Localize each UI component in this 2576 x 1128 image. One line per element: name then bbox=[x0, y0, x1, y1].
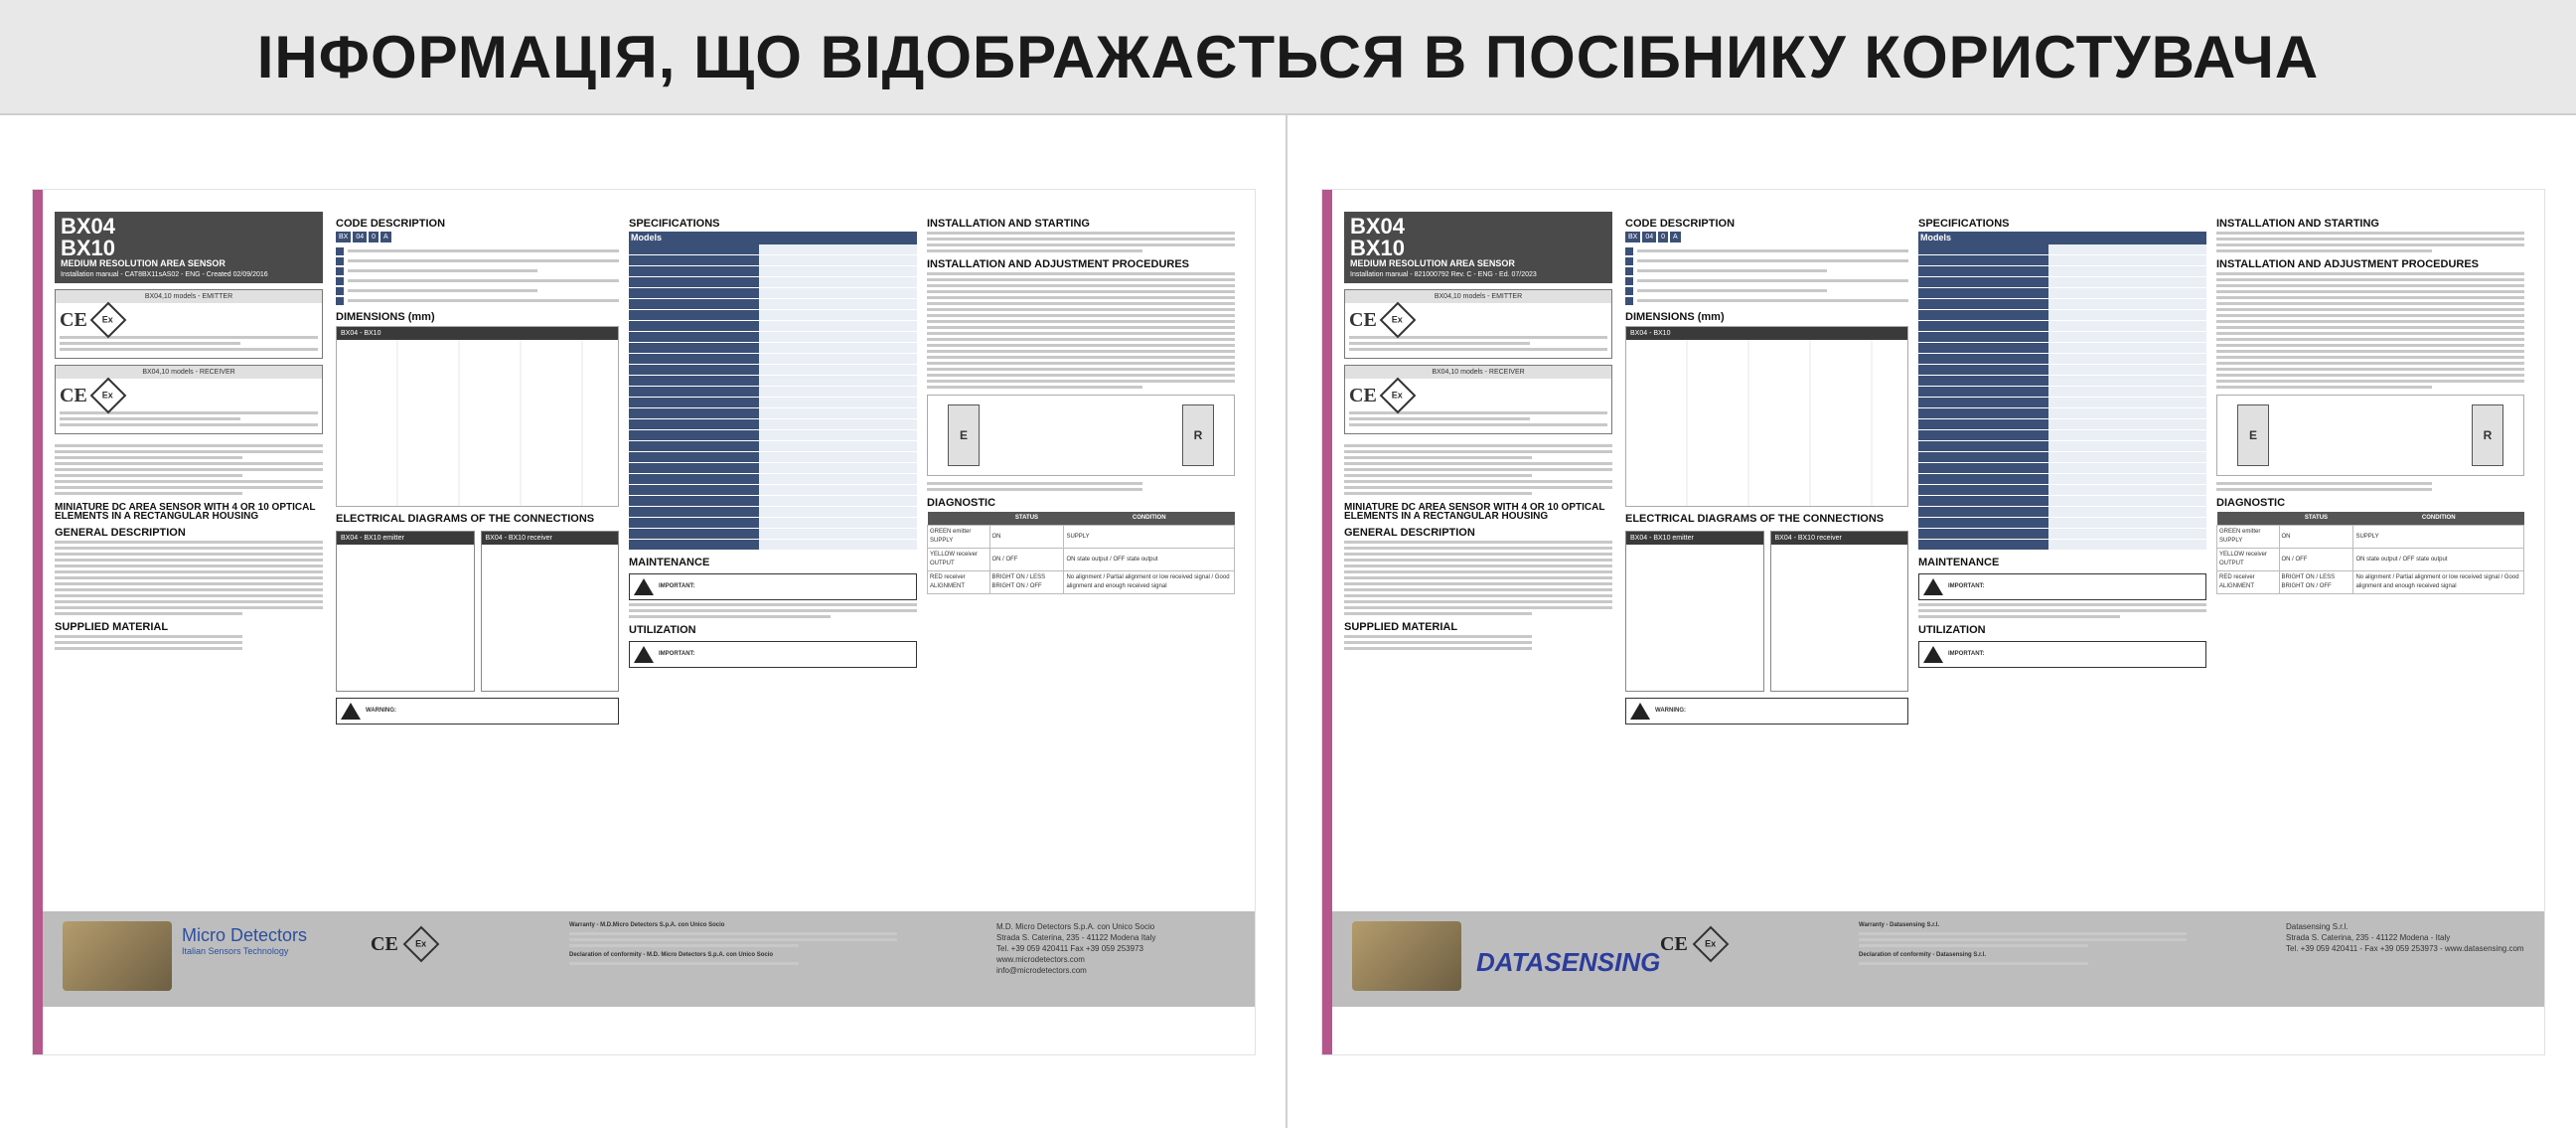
ce-mark-icon: CE bbox=[1349, 384, 1377, 406]
ce-mark-icon: CE bbox=[60, 308, 87, 331]
footer-legal: Warranty - M.D.Micro Detectors S.p.A. con Unico Socio Declaration of conformity - M.D. Micro Detectors S.p.A. con Unico Socio bbox=[569, 921, 897, 968]
warning-icon bbox=[1923, 578, 1943, 595]
column-install bbox=[2216, 212, 2524, 594]
general-heading: GENERAL DESCRIPTION bbox=[55, 527, 186, 539]
miniature-heading: MINIATURE DC AREA SENSOR WITH 4 OR 10 OPTICAL ELEMENTS IN A RECTANGULAR HOUSING bbox=[55, 502, 316, 522]
warning-icon bbox=[1630, 703, 1650, 720]
page-footer bbox=[43, 911, 1255, 1007]
manual-page-datasensing bbox=[1321, 189, 2545, 1055]
dimensions-heading: DIMENSIONS (mm) bbox=[1625, 311, 1725, 323]
installation-heading: INSTALLATION AND STARTING bbox=[2216, 218, 2379, 230]
diagnostic-table: STATUS CONDITION GREEN emitter SUPPLY ON SUPPLY YELLOW receiver OUTPUT ON / OFF ON state output / OFF state output RED receiver ALIGNMENT BRIGHT ON / LESS BRIGHT ON / OFF No alignment / Partial alignment or low received signal / Good alignment and enough received signal bbox=[927, 512, 1235, 594]
emitter-label: BX04,10 models - EMITTER bbox=[56, 290, 322, 303]
title-block bbox=[55, 212, 323, 283]
supplied-heading: SUPPLIED MATERIAL bbox=[55, 621, 169, 633]
footer-address: Datasensing S.r.l. Strada S. Caterina, 235 - 41122 Modena - Italy Tel. +39 059 420411 - Fax +39 059 253973 - www.datasensing.com bbox=[2286, 922, 2524, 953]
footer-legal: Warranty - Datasensing S.r.l. Declaration of conformity - Datasensing S.r.l. bbox=[1859, 921, 2187, 968]
receiver-box bbox=[55, 365, 323, 434]
diagnostic-heading: DIAGNOSTIC bbox=[927, 497, 996, 509]
column-specs: SPECIFICATIONS Models MAINTENANCE IMPORTANT: UTILIZATION IMPORTANT: bbox=[1918, 212, 2206, 668]
installation-heading: INSTALLATION AND STARTING bbox=[927, 218, 1090, 230]
micro-detectors-logo: Micro Detectors Italian Sensors Technology bbox=[182, 925, 308, 956]
diagnostic-table: STATUS CONDITION GREEN emitter SUPPLY ON SUPPLY YELLOW receiver OUTPUT ON / OFF ON state output / OFF state output RED receiver ALIGNMENT BRIGHT ON / LESS BRIGHT ON / OFF No alignment / Partial alignment or low received signal / Good alignment and enough received signal bbox=[2216, 512, 2524, 594]
spec-table: Models bbox=[1918, 232, 2206, 551]
subtitle: MEDIUM RESOLUTION AREA SENSOR bbox=[1350, 258, 1515, 268]
warning-box: WARNING: bbox=[1625, 698, 1908, 725]
ce-mark-icon: CE bbox=[371, 932, 398, 955]
wiring-emitter: BX04 - BX10 emitter bbox=[336, 531, 475, 692]
specifications-heading: SPECIFICATIONS bbox=[629, 218, 720, 230]
installation-ref: Installation manual - 821000792 Rev. C - ENG - Ed. 07/2023 bbox=[1350, 271, 1537, 278]
alignment-diagram: E R bbox=[927, 395, 1235, 476]
model-code: BX04 BX10 bbox=[1350, 214, 1406, 260]
miniature-heading: MINIATURE DC AREA SENSOR WITH 4 OR 10 OPTICAL ELEMENTS IN A RECTANGULAR HOUSING bbox=[1344, 502, 1605, 522]
maintenance-heading: MAINTENANCE bbox=[1918, 557, 2000, 568]
code-description-heading: CODE DESCRIPTION bbox=[336, 218, 446, 230]
title-banner bbox=[0, 0, 2576, 115]
ex-mark-icon: Ex bbox=[1379, 378, 1416, 414]
receiver-label: BX04,10 models - RECEIVER bbox=[56, 366, 322, 379]
title-block bbox=[1344, 212, 1612, 283]
ex-mark-icon: Ex bbox=[402, 926, 439, 963]
table-row: YELLOW receiver OUTPUT ON / OFF ON state output / OFF state output bbox=[928, 549, 1235, 571]
specifications-heading: SPECIFICATIONS bbox=[1918, 218, 2010, 230]
maintenance-heading: MAINTENANCE bbox=[629, 557, 710, 568]
warning-box: WARNING: bbox=[336, 698, 619, 725]
ex-mark-icon: Ex bbox=[89, 378, 126, 414]
table-row: GREEN emitter SUPPLY ON SUPPLY bbox=[2217, 526, 2524, 549]
emitter-box bbox=[55, 289, 323, 359]
manual-page-micro-detectors bbox=[32, 189, 1256, 1055]
emitter-label: BX04,10 models - EMITTER bbox=[1345, 290, 1611, 303]
wiring-receiver: BX04 - BX10 receiver bbox=[1770, 531, 1909, 692]
dimensions-drawing: BX04 - BX10 bbox=[1625, 326, 1908, 507]
code-description-heading: CODE DESCRIPTION bbox=[1625, 218, 1736, 230]
banner-title: ІНФОРМАЦІЯ, ЩО ВІДОБРАЖАЄТЬСЯ В ПОСІБНИКУ КОРИСТУВАЧА bbox=[256, 23, 2320, 90]
dimensions-drawing: BX04 - BX10 bbox=[336, 326, 619, 507]
ce-mark-icon: CE bbox=[1349, 308, 1377, 331]
adjustment-heading: INSTALLATION AND ADJUSTMENT PROCEDURES bbox=[2216, 258, 2479, 270]
wiring-emitter: BX04 - BX10 emitter bbox=[1625, 531, 1764, 692]
general-heading: GENERAL DESCRIPTION bbox=[1344, 527, 1475, 539]
spec-table: Models bbox=[629, 232, 917, 551]
warning-icon bbox=[634, 578, 654, 595]
model-code: BX04 BX10 bbox=[61, 214, 116, 260]
emitter-box bbox=[1344, 289, 1612, 359]
utilization-heading: UTILIZATION bbox=[629, 624, 696, 636]
ce-mark-icon: CE bbox=[60, 384, 87, 406]
adjustment-heading: INSTALLATION AND ADJUSTMENT PROCEDURES bbox=[927, 258, 1189, 270]
table-row: RED receiver ALIGNMENT BRIGHT ON / LESS BRIGHT ON / OFF No alignment / Partial alignment or low received signal / Good alignment and enough received signal bbox=[928, 571, 1235, 594]
ex-mark-icon: Ex bbox=[89, 302, 126, 339]
page-stripe bbox=[33, 190, 43, 1054]
ex-mark-icon: Ex bbox=[1692, 926, 1729, 963]
electrical-heading: ELECTRICAL DIAGRAMS OF THE CONNECTIONS bbox=[336, 513, 595, 525]
column-product bbox=[1344, 212, 1612, 653]
ce-mark-icon: CE bbox=[1660, 932, 1688, 955]
column-code: CODE DESCRIPTION BX 04 0 A DIMENSIONS (mm) BX04 - BX10 ELECTRICAL DIAGRAMS OF THE CONNECTIONS BX04 - BX10 emitter BX04 - BX10 receiver WARNING: bbox=[1625, 212, 1908, 725]
table-row: YELLOW receiver OUTPUT ON / OFF ON state output / OFF state output bbox=[2217, 549, 2524, 571]
wiring-receiver: BX04 - BX10 receiver bbox=[481, 531, 620, 692]
subtitle: MEDIUM RESOLUTION AREA SENSOR bbox=[61, 258, 226, 268]
ex-mark-icon: Ex bbox=[1379, 302, 1416, 339]
warning-icon bbox=[634, 646, 654, 663]
receiver-box bbox=[1344, 365, 1612, 434]
warning-icon bbox=[1923, 646, 1943, 663]
alignment-diagram: E R bbox=[2216, 395, 2524, 476]
table-row: GREEN emitter SUPPLY ON SUPPLY bbox=[928, 526, 1235, 549]
column-code: CODE DESCRIPTION BX 04 0 A DIMENSIONS (mm) BX04 - BX10 ELECTRICAL DIAGRAMS OF THE CONNECTIONS BX04 - BX10 emitter BX04 - BX10 receiver WARNING: bbox=[336, 212, 619, 725]
installation-ref: Installation manual - CAT8BX11sAS02 - ENG - Created 02/09/2016 bbox=[61, 271, 268, 278]
page-footer bbox=[1332, 911, 2544, 1007]
utilization-heading: UTILIZATION bbox=[1918, 624, 1986, 636]
receiver-label: BX04,10 models - RECEIVER bbox=[1345, 366, 1611, 379]
sensor-image bbox=[63, 921, 172, 991]
electrical-heading: ELECTRICAL DIAGRAMS OF THE CONNECTIONS bbox=[1625, 513, 1885, 525]
sensor-image bbox=[1352, 921, 1461, 991]
table-row: RED receiver ALIGNMENT BRIGHT ON / LESS BRIGHT ON / OFF No alignment / Partial alignment or low received signal / Good alignment and enough received signal bbox=[2217, 571, 2524, 594]
column-product bbox=[55, 212, 323, 653]
dimensions-heading: DIMENSIONS (mm) bbox=[336, 311, 435, 323]
column-specs: SPECIFICATIONS Models MAINTENANCE IMPORTANT: UTILIZATION IMPORTANT: bbox=[629, 212, 917, 668]
diagnostic-heading: DIAGNOSTIC bbox=[2216, 497, 2286, 509]
supplied-heading: SUPPLIED MATERIAL bbox=[1344, 621, 1458, 633]
column-install bbox=[927, 212, 1235, 594]
datasensing-logo: DATASENSING bbox=[1476, 947, 1661, 977]
warning-icon bbox=[341, 703, 361, 720]
page-divider bbox=[1286, 115, 1288, 1128]
footer-address: M.D. Micro Detectors S.p.A. con Unico Socio Strada S. Caterina, 235 - 41122 Modena Italy Tel. +39 059 420411 Fax +39 059 253973 www.microdetectors.com info@microdetectors.com bbox=[996, 922, 1156, 975]
page-stripe bbox=[1322, 190, 1332, 1054]
